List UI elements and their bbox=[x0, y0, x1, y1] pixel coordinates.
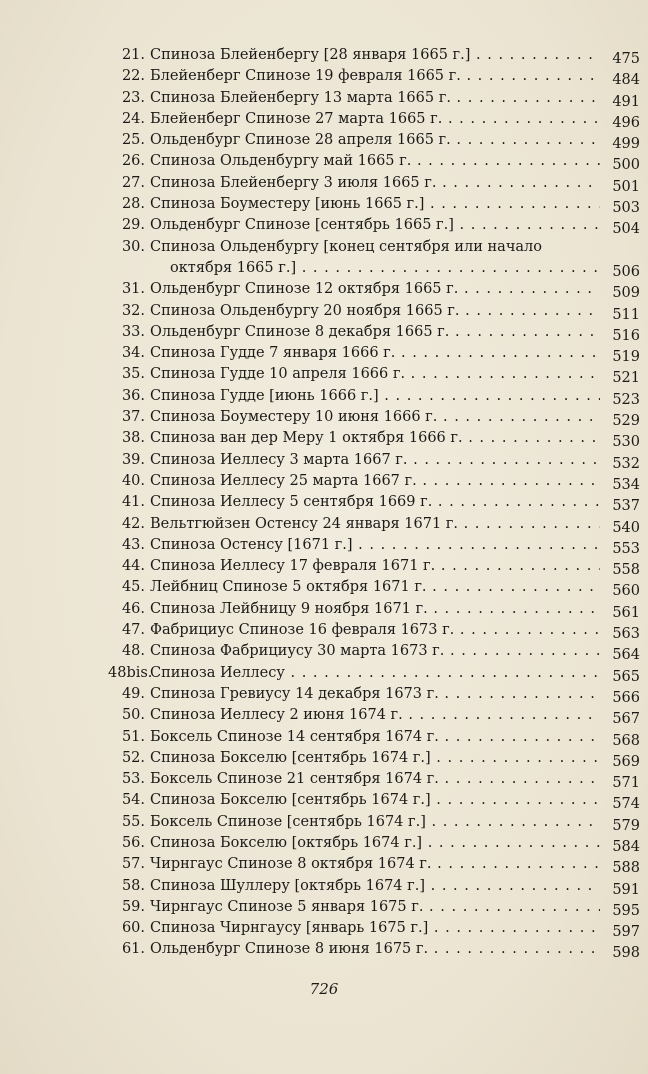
toc-entry bbox=[108, 386, 640, 407]
toc-entry bbox=[108, 769, 640, 790]
entry-page: 574 bbox=[612, 796, 640, 813]
entry-number: 43. bbox=[121, 536, 145, 553]
entry-title: Спиноза Иеллесу . . . bbox=[150, 665, 600, 681]
entry-page: 509 bbox=[612, 285, 640, 302]
toc-entry bbox=[108, 620, 640, 641]
entry-number: 48bis. bbox=[108, 664, 153, 681]
entry-title: Ольденбург Спинозе 28 апреля 1665 г. . . . bbox=[150, 132, 600, 148]
entry-title: Спиноза Блейенбергу [28 января 1665 г.] . . . bbox=[150, 47, 600, 63]
toc-entry bbox=[108, 641, 640, 662]
entry-number: 24. bbox=[121, 110, 145, 127]
toc-entry bbox=[108, 876, 640, 897]
entry-title: Спиноза Блейенбергу 13 марта 1665 г. . . . bbox=[150, 90, 600, 106]
toc-entry bbox=[108, 918, 640, 939]
entry-title: Спиноза Иеллесу 3 марта 1667 г. . . . bbox=[150, 452, 600, 468]
entry-title: Спиноза Гудде 7 января 1666 г. . . . bbox=[150, 345, 600, 361]
toc-entry bbox=[108, 833, 640, 854]
toc-entry bbox=[108, 364, 640, 385]
entry-page: 591 bbox=[612, 881, 640, 898]
toc-entry bbox=[108, 535, 640, 556]
entry-number: 54. bbox=[121, 792, 145, 809]
entry-number: 30. bbox=[121, 238, 145, 255]
entry-number: 57. bbox=[121, 856, 145, 873]
entry-title: Вельтгюйзен Остенсу 24 января 1671 г. . . . bbox=[150, 516, 600, 532]
toc-entry bbox=[108, 663, 640, 684]
entry-page: 475 bbox=[612, 51, 640, 67]
entry-page: 501 bbox=[612, 178, 640, 195]
entry-title: Спиноза Иеллесу 5 сентября 1669 г. . . . bbox=[150, 494, 600, 510]
toc-entry bbox=[108, 727, 640, 748]
toc-entry bbox=[108, 514, 640, 535]
toc-entry bbox=[108, 854, 640, 875]
entry-page: 491 bbox=[612, 93, 640, 110]
entry-page: 516 bbox=[612, 327, 640, 344]
entry-number: 40. bbox=[121, 472, 145, 489]
entry-number: 61. bbox=[121, 941, 145, 958]
entry-title: Чирнгаус Спинозе 8 октября 1674 г. . . . bbox=[150, 856, 600, 872]
entry-number: 59. bbox=[121, 898, 145, 915]
toc-entry bbox=[108, 407, 640, 428]
entry-number: 31. bbox=[121, 281, 145, 298]
entry-number: 42. bbox=[121, 515, 145, 532]
toc-entry bbox=[108, 684, 640, 705]
entry-number: 41. bbox=[121, 494, 145, 511]
entry-title: Спиноза Шуллеру [октябрь 1674 г.] . . . bbox=[150, 878, 600, 894]
entry-title: Фабрициус Спинозе 16 февраля 1673 г. . . . bbox=[150, 622, 600, 638]
entry-title: Лейбниц Спинозе 5 октября 1671 г. . . . bbox=[150, 579, 600, 595]
entry-page: 521 bbox=[612, 370, 640, 387]
entry-title: Спиноза Гудде [июнь 1666 г.] . . . bbox=[150, 388, 600, 404]
entry-title: Ольденбург Спинозе 8 декабря 1665 г. . . . bbox=[150, 324, 600, 340]
entry-page: 532 bbox=[612, 455, 640, 472]
entry-page: 569 bbox=[612, 753, 640, 770]
entry-number: 22. bbox=[121, 68, 145, 85]
toc-entry bbox=[108, 428, 640, 449]
toc-entry bbox=[108, 492, 640, 513]
entry-page: 571 bbox=[612, 775, 640, 792]
entry-page: 567 bbox=[612, 711, 640, 728]
entry-title: Боксель Спинозе 21 сентября 1674 г. . . . bbox=[150, 771, 600, 787]
entry-page: 561 bbox=[612, 604, 640, 621]
entry-title: Спиноза Блейенбергу 3 июля 1665 г. . . . bbox=[150, 175, 600, 191]
entry-title: Блейенберг Спинозе 27 марта 1665 г. . . . bbox=[150, 111, 600, 127]
entry-page: 579 bbox=[612, 817, 640, 834]
entry-page: 534 bbox=[612, 476, 640, 493]
entry-title: Ольденбург Спинозе [сентябрь 1665 г.] . . . bbox=[150, 217, 600, 233]
toc-entry bbox=[108, 939, 640, 960]
entry-page: 511 bbox=[612, 306, 640, 323]
entry-number: 56. bbox=[121, 834, 145, 851]
toc-entry bbox=[108, 556, 640, 577]
entry-page: 529 bbox=[612, 413, 640, 430]
entry-number: 52. bbox=[121, 749, 145, 766]
toc-entry bbox=[108, 88, 640, 109]
toc-entry bbox=[108, 301, 640, 322]
entry-number: 48. bbox=[121, 643, 145, 660]
entry-number: 47. bbox=[121, 622, 145, 639]
entry-page: 500 bbox=[612, 157, 640, 174]
entry-number: 58. bbox=[121, 877, 145, 894]
entry-number: 27. bbox=[121, 174, 145, 191]
entry-page: 499 bbox=[612, 136, 640, 153]
entry-number: 55. bbox=[121, 813, 145, 830]
entry-number: 53. bbox=[121, 771, 145, 788]
entry-title: Боксель Спинозе 14 сентября 1674 г. . . . bbox=[150, 729, 600, 745]
toc-entry bbox=[108, 471, 640, 492]
entry-number: 34. bbox=[121, 345, 145, 362]
entry-page: 537 bbox=[612, 498, 640, 515]
entry-title: Ольденбург Спинозе 12 октября 1665 г. . . . bbox=[150, 281, 600, 297]
entry-page: 558 bbox=[612, 562, 640, 579]
entry-page: 588 bbox=[612, 860, 640, 877]
entry-title: Спиноза Бокселю [сентябрь 1674 г.] . . . bbox=[150, 792, 600, 808]
entry-title: Спиноза Иеллесу 2 июня 1674 г. . . . bbox=[150, 707, 600, 723]
entry-number: 46. bbox=[121, 600, 145, 617]
entry-page: 584 bbox=[612, 838, 640, 855]
toc-entry bbox=[108, 343, 640, 364]
entry-title: Блейенберг Спинозе 19 февраля 1665 г. . . . bbox=[150, 68, 600, 84]
toc-entry bbox=[108, 194, 640, 215]
entry-title: Спиноза Бокселю [октябрь 1674 г.] . . . bbox=[150, 835, 600, 851]
entry-number: 28. bbox=[121, 196, 145, 213]
entry-title: Чирнгаус Спинозе 5 января 1675 г. . . . bbox=[150, 899, 600, 915]
entry-page: 564 bbox=[612, 647, 640, 664]
entry-number: 33. bbox=[121, 323, 145, 340]
entry-page: 506 bbox=[612, 263, 640, 280]
entry-number: 45. bbox=[121, 579, 145, 596]
toc-entry bbox=[108, 790, 640, 811]
toc-entry bbox=[108, 109, 640, 130]
entry-page: 503 bbox=[612, 200, 640, 217]
entry-title: октября 1665 г.] . . . bbox=[170, 260, 600, 276]
entry-page: 560 bbox=[612, 583, 640, 600]
entry-number: 37. bbox=[121, 409, 145, 426]
entry-number: 21. bbox=[121, 47, 145, 63]
entry-page: 496 bbox=[612, 114, 640, 131]
entry-number: 38. bbox=[121, 430, 145, 447]
toc-entry bbox=[108, 812, 640, 833]
toc-entry bbox=[108, 66, 640, 87]
entry-number: 25. bbox=[121, 132, 145, 149]
entry-title: Спиноза Остенсу [1671 г.] . . . bbox=[150, 537, 600, 553]
entry-number: 32. bbox=[121, 302, 145, 319]
entry-page: 566 bbox=[612, 689, 640, 706]
toc-entry bbox=[108, 45, 640, 66]
entry-title: Спиноза Гудде 10 апреля 1666 г. . . . bbox=[150, 366, 600, 382]
entry-page: 565 bbox=[612, 668, 640, 685]
toc-entry bbox=[108, 237, 640, 280]
entry-number: 49. bbox=[121, 685, 145, 702]
toc-entry bbox=[108, 322, 640, 343]
entry-title: Спиноза ван дер Меру 1 октября 1666 г. . . . bbox=[150, 430, 600, 446]
entry-title: Спиноза Гревиусу 14 декабря 1673 г. . . . bbox=[150, 686, 600, 702]
entry-number: 36. bbox=[121, 387, 145, 404]
entry-page: 597 bbox=[612, 924, 640, 941]
toc-entry bbox=[108, 599, 640, 620]
entry-title: Спиноза Иеллесу 25 марта 1667 г. . . . bbox=[150, 473, 600, 489]
entry-title: Спиноза Бокселю [сентябрь 1674 г.] . . . bbox=[150, 750, 600, 766]
entry-number: 23. bbox=[121, 89, 145, 106]
toc-entry bbox=[108, 748, 640, 769]
entry-number: 60. bbox=[121, 920, 145, 937]
entry-title: Спиноза Фабрициусу 30 марта 1673 г. . . . bbox=[150, 643, 600, 659]
toc-entry bbox=[108, 130, 640, 151]
entry-page: 595 bbox=[612, 902, 640, 919]
entry-title: Спиноза Лейбницу 9 ноября 1671 г. . . . bbox=[150, 601, 600, 617]
toc-entry bbox=[108, 705, 640, 726]
entry-number: 29. bbox=[121, 217, 145, 234]
entry-page: 563 bbox=[612, 626, 640, 643]
entry-number: 51. bbox=[121, 728, 145, 745]
entry-page: 519 bbox=[612, 349, 640, 366]
entry-number: 26. bbox=[121, 153, 145, 170]
entry-number: 44. bbox=[121, 558, 145, 575]
entry-number: 50. bbox=[121, 707, 145, 724]
toc-entry bbox=[108, 279, 640, 300]
entry-title: Боксель Спинозе [сентябрь 1674 г.] . . . bbox=[150, 814, 600, 830]
entry-page: 504 bbox=[612, 221, 640, 238]
entry-page: 523 bbox=[612, 391, 640, 408]
entry-title: Спиноза Иеллесу 17 февраля 1671 г. . . . bbox=[150, 558, 600, 574]
toc-entry bbox=[108, 450, 640, 471]
toc-entry bbox=[108, 173, 640, 194]
entry-page: 530 bbox=[612, 434, 640, 451]
entry-page: 540 bbox=[612, 519, 640, 536]
entry-title: Ольденбург Спинозе 8 июня 1675 г. . . . bbox=[150, 941, 600, 957]
entry-page: 553 bbox=[612, 540, 640, 557]
entry-title: Спиноза Ольденбургу май 1665 г. . . . bbox=[150, 153, 600, 169]
toc-entry bbox=[108, 577, 640, 598]
entry-page: 568 bbox=[612, 732, 640, 749]
entry-number: 35. bbox=[121, 366, 145, 383]
entry-title: Спиноза Ольденбургу 20 ноября 1665 г. . . . bbox=[150, 303, 600, 319]
toc-entry bbox=[108, 215, 640, 236]
entry-page: 598 bbox=[612, 945, 640, 962]
table-of-contents bbox=[108, 45, 640, 961]
toc-entry bbox=[108, 151, 640, 172]
entry-number: 39. bbox=[121, 451, 145, 468]
page-number: 726 bbox=[309, 980, 339, 998]
entry-page: 484 bbox=[612, 72, 640, 89]
entry-title: Спиноза Боуместеру [июнь 1665 г.] . . . bbox=[150, 196, 600, 212]
entry-title: Спиноза Боуместеру 10 июня 1666 г. . . . bbox=[150, 409, 600, 425]
entry-title-line1: Спиноза Ольденбургу [конец сентября или начало bbox=[150, 238, 542, 255]
toc-entry bbox=[108, 897, 640, 918]
entry-title: Спиноза Чирнгаусу [январь 1675 г.] . . . bbox=[150, 920, 600, 936]
